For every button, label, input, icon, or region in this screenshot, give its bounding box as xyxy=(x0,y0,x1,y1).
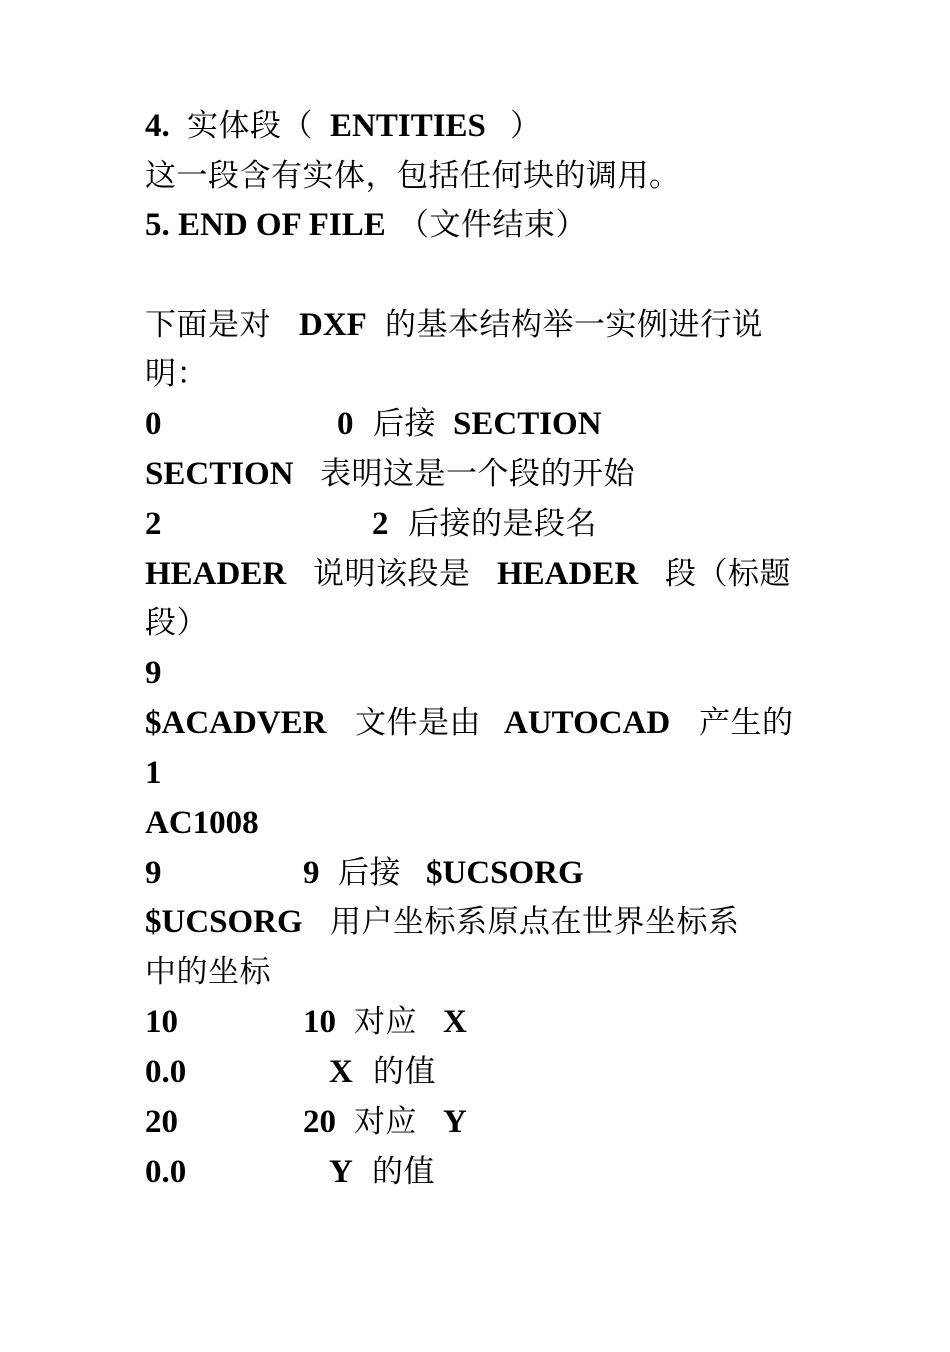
row-desc-2: 产生的 xyxy=(699,705,794,741)
row-10 xyxy=(145,902,740,942)
row-12 xyxy=(145,1052,436,1092)
row-5 xyxy=(145,653,186,693)
row-value: SECTION xyxy=(453,406,602,442)
intro-part3: 明： xyxy=(145,356,208,392)
entities-description xyxy=(145,156,681,196)
row-desc: 对应 xyxy=(354,1104,417,1140)
row-6 xyxy=(145,703,794,743)
row-value-2: AUTOCAD xyxy=(504,705,671,741)
row-2 xyxy=(145,454,635,494)
row-10-cont xyxy=(145,952,271,992)
row-3 xyxy=(145,504,597,544)
row-8 xyxy=(145,803,259,843)
row-desc: 文件是由 xyxy=(355,705,481,741)
intro-line-1 xyxy=(145,305,763,345)
heading-close: ） xyxy=(510,108,542,144)
group-code: 9 xyxy=(145,855,162,891)
row-4-cont xyxy=(145,603,208,643)
intro-dxf: DXF xyxy=(299,307,367,343)
group-code-ref: 10 xyxy=(303,1004,336,1040)
row-14 xyxy=(145,1152,435,1192)
heading-eof-cjk: （文件结束） xyxy=(398,207,587,243)
heading-eng: ENTITIES xyxy=(330,108,486,144)
row-value: Y xyxy=(329,1154,353,1190)
row-desc: 用户坐标系原点在世界坐标系 xyxy=(330,904,740,940)
row-value: SECTION xyxy=(145,456,294,492)
row-desc-3: 段） xyxy=(145,605,208,641)
group-code: 0.0 xyxy=(145,1054,187,1090)
group-code: 20 xyxy=(145,1104,178,1140)
row-desc: 说明该段是 xyxy=(313,556,471,592)
heading-cjk: 实体段（ xyxy=(187,108,313,144)
row-value: Y xyxy=(443,1104,467,1140)
row-value: $ACADVER xyxy=(145,705,327,741)
intro-line-2 xyxy=(145,354,208,394)
group-code-ref: 0 xyxy=(337,406,354,442)
row-9 xyxy=(145,853,584,893)
row-desc: 对应 xyxy=(354,1004,417,1040)
row-value: HEADER xyxy=(145,556,287,592)
row-7 xyxy=(145,753,186,793)
heading-eof xyxy=(145,205,587,245)
row-desc: 的值 xyxy=(373,1054,436,1090)
heading-entities xyxy=(145,106,542,146)
group-code: 10 xyxy=(145,1004,178,1040)
row-4 xyxy=(145,554,791,594)
group-code: 1 xyxy=(145,755,162,791)
row-1 xyxy=(145,404,602,444)
entities-desc-text: 这一段含有实体，包括任何块的调用。 xyxy=(145,158,681,194)
row-value: $UCSORG xyxy=(145,904,303,940)
group-code: 0 xyxy=(145,406,162,442)
group-code: 0.0 xyxy=(145,1154,187,1190)
row-desc: 后接的是段名 xyxy=(408,506,597,542)
row-value: AC1008 xyxy=(145,805,259,841)
heading-number: 4. xyxy=(145,108,170,144)
group-code-ref: 9 xyxy=(303,855,320,891)
group-code: 9 xyxy=(145,655,162,691)
intro-part2: 的基本结构举一实例进行说 xyxy=(385,307,763,343)
row-desc: 表明这是一个段的开始 xyxy=(320,456,635,492)
intro-part1: 下面是对 xyxy=(145,307,271,343)
group-code: 2 xyxy=(145,506,162,542)
row-value: X xyxy=(443,1004,467,1040)
row-desc: 的值 xyxy=(372,1154,435,1190)
heading-eof-eng: 5. END OF FILE xyxy=(145,207,386,243)
row-11 xyxy=(145,1002,467,1042)
row-desc: 后接 xyxy=(373,406,436,442)
row-desc-2: 中的坐标 xyxy=(145,954,271,990)
group-code-ref: 20 xyxy=(303,1104,336,1140)
row-value: X xyxy=(329,1054,353,1090)
row-value-2: HEADER xyxy=(497,556,639,592)
row-desc: 后接 xyxy=(338,855,401,891)
row-desc-2: 段（标题 xyxy=(665,556,791,592)
row-value: $UCSORG xyxy=(426,855,584,891)
row-13 xyxy=(145,1102,467,1142)
group-code-ref: 2 xyxy=(372,506,389,542)
